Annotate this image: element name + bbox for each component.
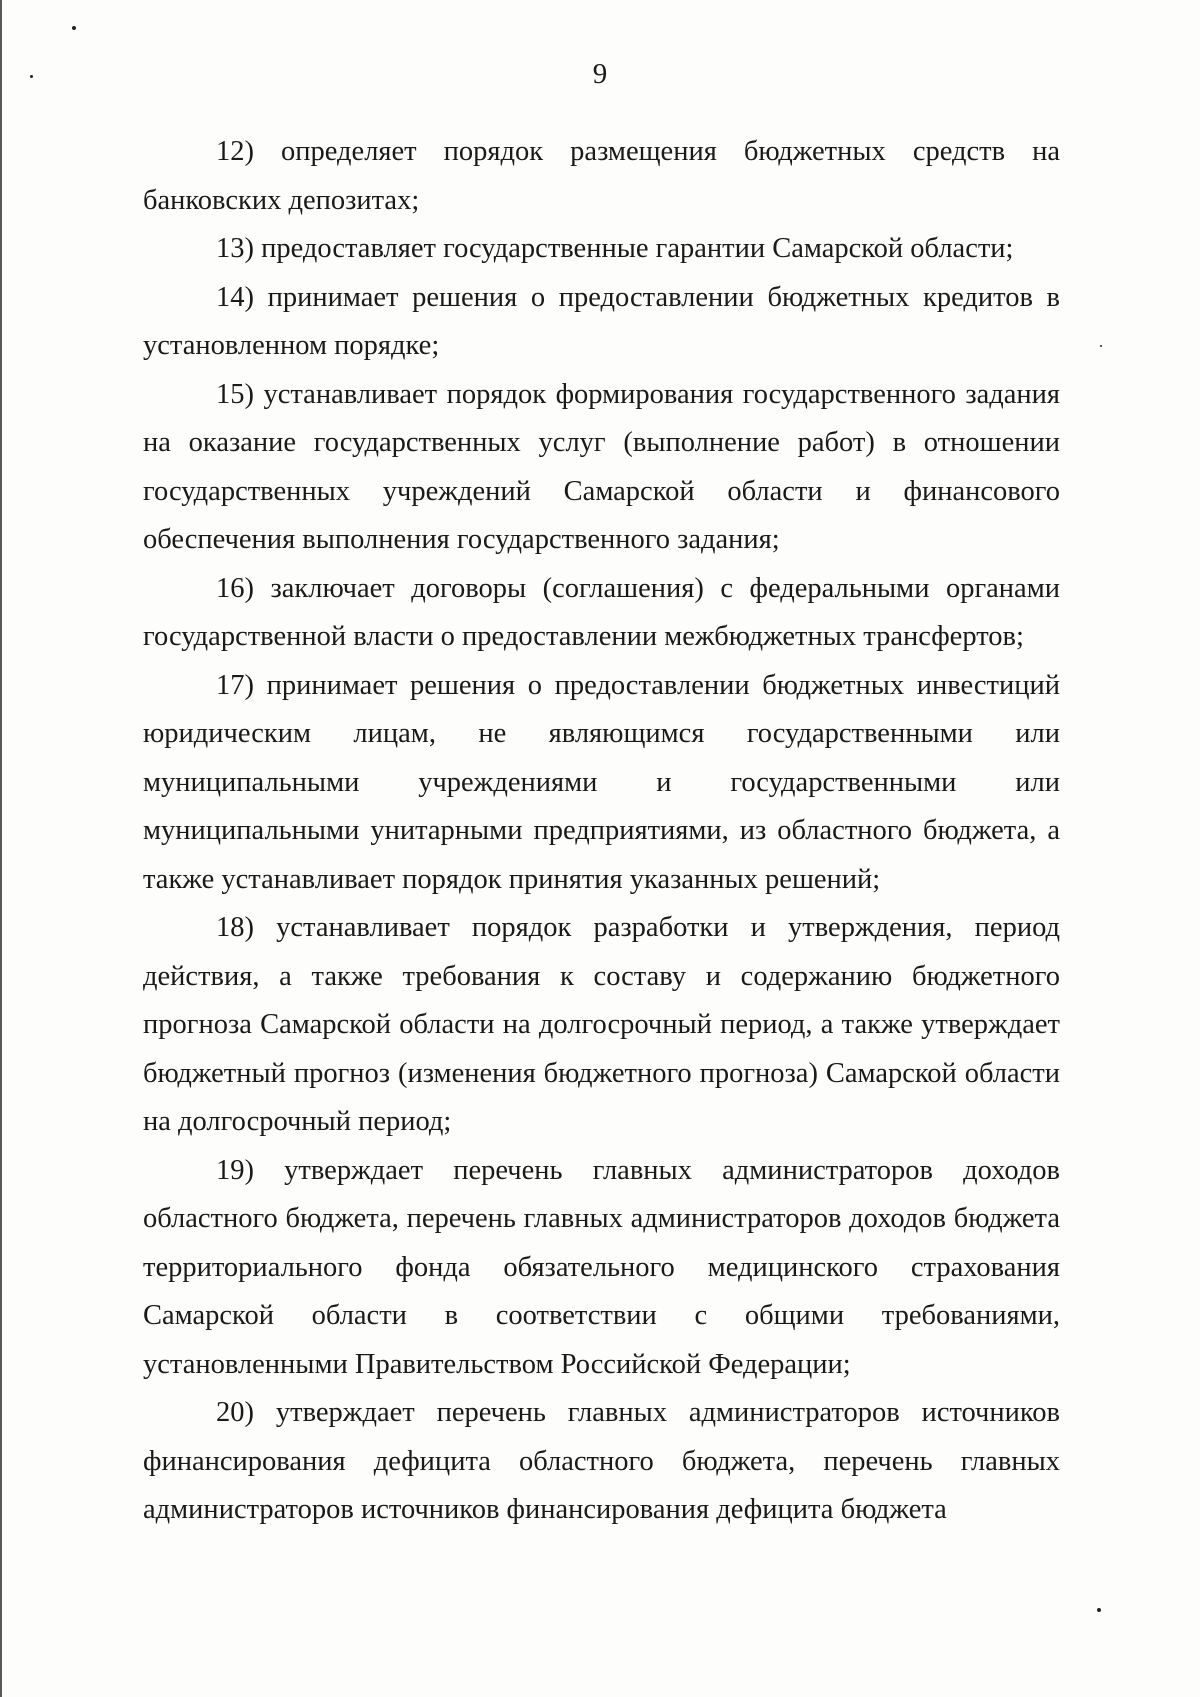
list-item-20: 20) утверждает перечень главных администраторов источников финансирования дефицита областного бюджета, перечень главных администраторов источников финансирования дефицита бюджета: [143, 1397, 1060, 1525]
list-item-15: 15) устанавливает порядок формирования государственного задания на оказание государственных услуг (выполнение работ) в отношении государственных учреждений Самарской области и финансового обеспечения выполнения государственного задания;: [143, 378, 1060, 555]
scan-speck: [1097, 1608, 1101, 1612]
scan-speck: [72, 26, 76, 30]
list-item-19: 19) утверждает перечень главных администраторов доходов областного бюджета, перечень главных администраторов доходов бюджета территориального фонда обязательного медицинского страхования Самарской области в соответствии с общими требованиями, установленными Правительством Российской Федерации;: [143, 1154, 1060, 1380]
list-item-16: 16) заключает договоры (соглашения) с федеральными органами государственной власти о предоставлении межбюджетных трансфертов;: [143, 572, 1060, 652]
list-item-13: 13) предоставляет государственные гарантии Самарской области;: [216, 233, 1014, 264]
list-item-18: 18) устанавливает порядок разработки и утверждения, период действия, а также требования к составу и содержанию бюджетного прогноза Самарской области на долгосрочный период, а также утверждает бюджетный прогноз (изменения бюджетного прогноза) Самарской области на долгосрочный период;: [143, 912, 1060, 1137]
page-number: 9: [592, 58, 608, 90]
scan-page-edge: [0, 0, 2, 1697]
list-item-14: 14) принимает решения о предоставлении бюджетных кредитов в установленном порядке;: [143, 281, 1060, 361]
list-item-12: 12) определяет порядок размещения бюджетных средств на банковских депозитах;: [143, 136, 1060, 216]
scan-speck: [1100, 345, 1102, 347]
list-item-17: 17) принимает решения о предоставлении бюджетных инвестиций юридическим лицам, не являющимся государственными или муниципальными учреждениями и государственными или муниципальными унитарными предприятиями, из областного бюджета, а также устанавливает порядок принятия указанных решений;: [143, 669, 1060, 895]
document-body: [143, 128, 1060, 1535]
